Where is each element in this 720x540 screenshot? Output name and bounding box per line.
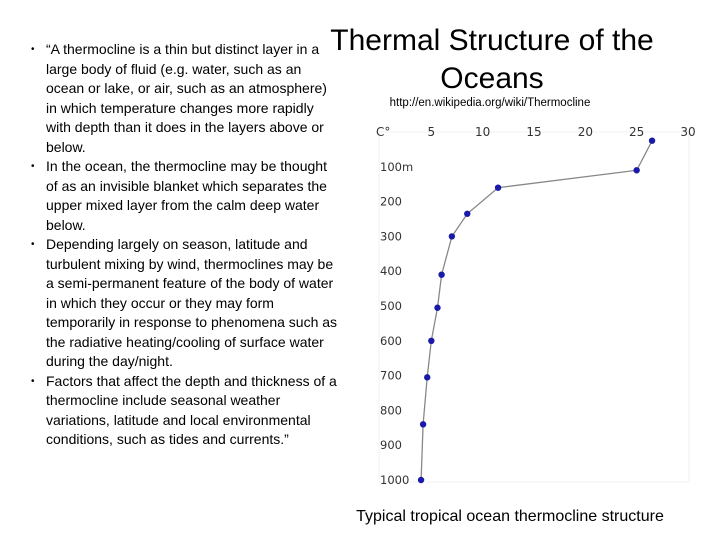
data-point [428,338,434,344]
y-tick-label: 800 [380,403,402,418]
x-tick-label: 20 [577,125,593,139]
data-point [495,184,501,190]
bullet-item [22,157,338,235]
thermocline-chart [374,118,696,487]
bullet-glyph: • [31,239,35,250]
y-tick-label: 1000 [380,473,410,487]
bullet-item [22,372,338,450]
profile-line [421,141,652,480]
y-tick-label: 400 [380,264,402,279]
y-tick-label: 300 [380,229,402,244]
bullet-item [22,40,338,157]
data-point [449,233,455,239]
data-point [438,271,444,277]
slide-title: Thermal Structure of the Oceans [330,24,654,95]
y-tick-label: 900 [380,438,402,453]
data-point [633,167,639,173]
bullet-text: In the ocean, the thermocline may be thought of as an invisible blanket which separates the upper mixed layer from the calm deep water below. [46,158,327,233]
chart-canvas [374,118,696,487]
y-tick-label: 200 [380,194,402,209]
data-point [434,305,440,311]
x-unit-label: C° [376,125,391,139]
data-point [424,374,430,380]
plot-frame [379,132,689,482]
data-point [420,421,426,427]
bullet-list [22,40,338,450]
bullet-text: Factors that affect the depth and thickness of a thermocline include seasonal weather variations, latitude and local environmental conditions, such as tides and currents.” [46,372,337,447]
y-tick-label: 100m [380,159,414,174]
bullet-glyph: • [31,161,35,172]
source-url[interactable]: http://en.wikipedia.org/wiki/Thermocline [389,97,591,109]
data-point [464,211,470,217]
data-point [649,138,655,144]
x-tick-label: 5 [427,125,436,139]
data-point [418,477,424,483]
bullet-text: Depending largely on season, latitude and turbulent mixing by wind, thermoclines may be a semi-permanent feature of the body of water in which they occur or they may form temporarily in response to phenomena such as the radiative heating/cooling of surface water during the day/night. [46,236,338,369]
y-tick-label: 600 [380,333,402,348]
y-tick-label: 500 [380,299,402,313]
chart-caption: Typical tropical ocean thermocline structure [356,508,664,525]
bullet-glyph: • [31,375,35,387]
bullet-glyph: • [31,44,35,55]
x-tick-label: 15 [526,125,542,139]
y-tick-label: 700 [380,368,402,383]
x-tick-label: 10 [475,125,491,139]
x-tick-label: 30 [680,125,696,139]
x-tick-label: 25 [629,125,645,139]
bullet-item [22,235,338,372]
bullet-text: “A thermocline is a thin but distinct layer in a large body of fluid (e.g. water, such as an ocean or lake, or air, such as an atmosphere) in which temperature changes more rapidly with depth than it does in the layers above or below. [46,41,327,155]
